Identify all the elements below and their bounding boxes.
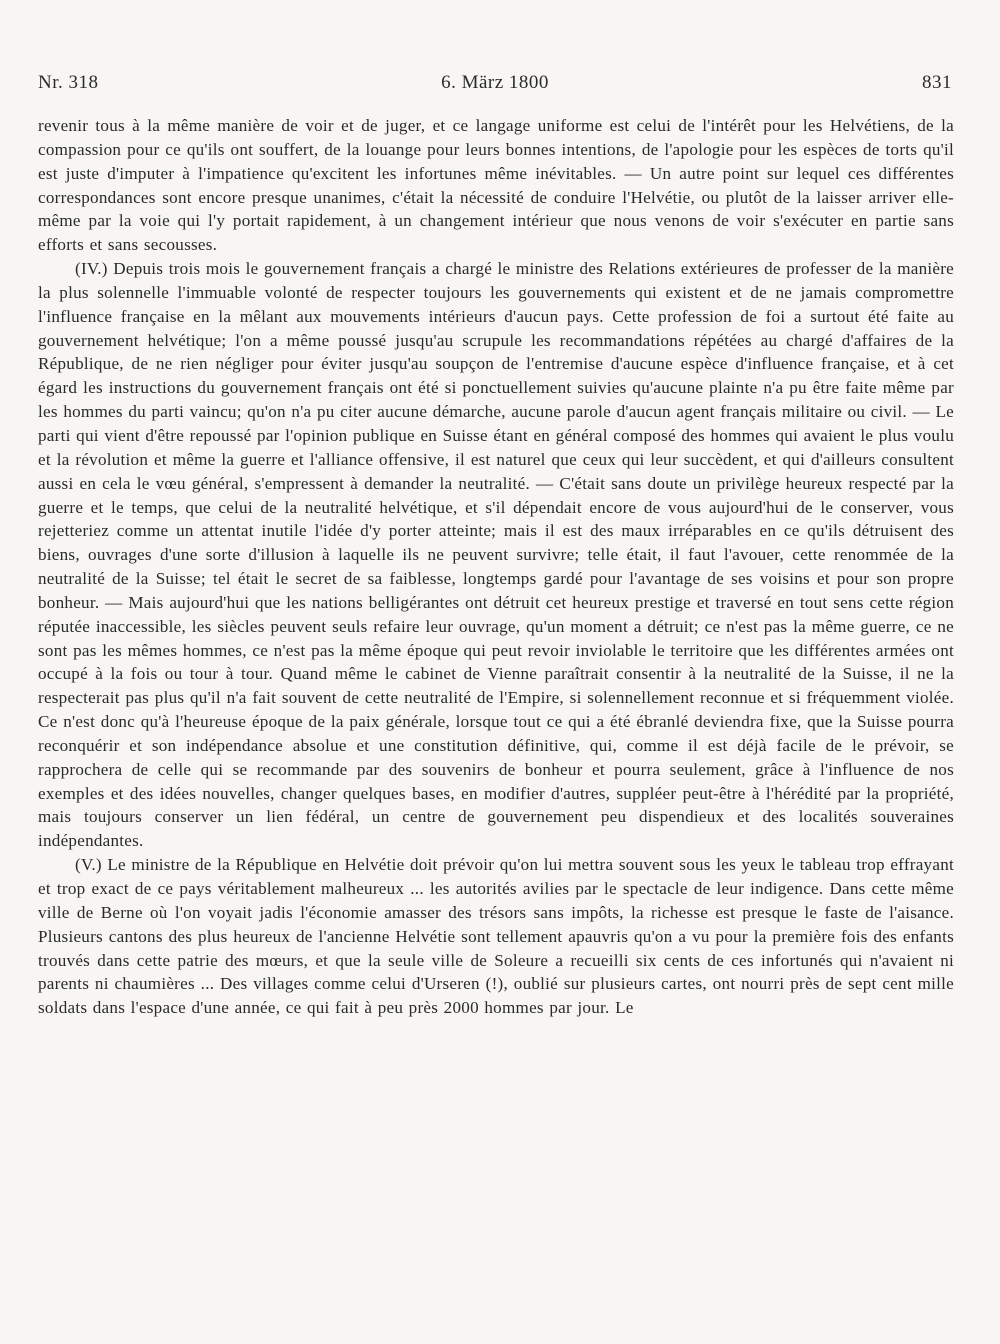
page-number: 831 bbox=[922, 72, 952, 93]
body-text bbox=[38, 114, 954, 1020]
running-header bbox=[38, 72, 952, 98]
paragraph-v: (V.) Le ministre de la République en Helvétie doit prévoir qu'on lui mettra souvent sous les yeux le tableau trop effrayant et trop exact de ce pays véritablement malheureux ... les autorités avilies par le spectacle de leur indigence. Dans cette même ville de Berne où l'on voyait jadis l'économie amasser des trésors sans impôts, la richesse est presque le faste de l'aisance. Plusieurs cantons des plus heureux de l'ancienne Helvétie sont tellement apauvris qu'on a vu pour la première fois des enfants trouvés dans cette patrie des mœurs, et que la seule ville de Soleure a recueilli six cents de ces infortunés qui n'avaient ni parents ni chaumières ... Des villages comme celui d'Urseren (!), oublié sur plusieurs cartes, ont nourri près de sept cent mille soldats dans l'espace d'une année, ce qui fait à peu près 2000 hommes par jour. Le bbox=[38, 855, 954, 1018]
document-number: Nr. 318 bbox=[38, 72, 99, 93]
paragraph-continuation: revenir tous à la même manière de voir et de juger, et ce langage uniforme est celui de l'intérêt pour les Helvétiens, de la compassion pour ce qu'ils ont souffert, de la louange pour leurs bonnes intentions, de l'apologie pour les espèces de torts qu'il est juste d'imputer à l'impatience qu'excitent les infortunes même inévitables. — Un autre point sur lequel ces différentes correspondances sont encore presque unanimes, c'était la nécessité de conduire l'Helvétie, ou plutôt de la laisser arriver elle-même par la voie qui l'y portait rapidement, à un changement intérieur que nous venons de voir s'exécuter en partie sans efforts et sans secousses. bbox=[38, 116, 954, 255]
document-date: 6. März 1800 bbox=[441, 72, 549, 93]
paragraph-iv: (IV.) Depuis trois mois le gouvernement français a chargé le ministre des Relations extérieures de professer de la manière la plus solennelle l'immuable volonté de respecter toujours les gouvernements qui existent et de ne jamais compromettre l'influence française en la mêlant aux mouvements intérieurs d'aucun pays. Cette profession de foi a surtout été faite au gouvernement helvétique; l'on a même poussé jusqu'au scrupule les recommandations répétées au chargé d'affaires de la République, de ne rien négliger pour éviter jusqu'au soupçon de l'entremise d'aucune espèce d'influence française, et à cet égard les instructions du gouvernement français ont été si ponctuellement suivies qu'aucune plainte n'a pu être faite même par les hommes du parti vaincu; qu'on n'a pu citer aucune démarche, aucune parole d'aucun agent français militaire ou civil. — Le parti qui vient d'être repoussé par l'opinion publique en Suisse étant en général composé des hommes qui avaient le plus voulu et la révolution et même la guerre et l'alliance offensive, il est naturel que ceux qui leur succèdent, et qui d'ailleurs consultent aussi en cela le vœu général, s'empressent à demander la neutralité. — C'était sans doute un privilège heureux respecté par la guerre et le temps, que celui de la neutralité helvétique, et s'il dépendait encore de vous aujourd'hui de le conserver, vous rejetteriez comme un attentat inutile l'idée d'y porter atteinte; mais il est des maux irréparables en ce qu'ils détruisent des biens, ouvrages d'une sorte d'illusion à laquelle ils ne peuvent survivre; telle était, il faut l'avouer, cette renommée de la neutralité de la Suisse; tel était le secret de sa faiblesse, longtemps gardé pour l'avantage de ses voisins et pour son propre bonheur. — Mais aujourd'hui que les nations belligérantes ont détruit cet heureux prestige et traversé en tout sens cette région réputée inaccessible, les siècles peuvent seuls refaire leur ouvrage, qu'un moment a détruit; ce n'est pas la même guerre, ce ne sont pas les mêmes hommes, ce n'est pas la même époque qui peut revoir inviolable le territoire que les différentes armées ont occupé à la fois ou tour à tour. Quand même le cabinet de Vienne paraîtrait consentir à la neutralité de la Suisse, il ne la respecterait pas plus qu'il n'a fait souvent de cette neutralité de l'Empire, si solennellement reconnue et si fréquemment violée. Ce n'est donc qu'à l'heureuse époque de la paix générale, lorsque tout ce qui a été ébranlé deviendra fixe, que la Suisse pourra reconquérir et son indépendance absolue et une constitution définitive, qui, comme il est déjà facile de le prévoir, se rapprochera de celle qui se recommande par des souvenirs de bonheur et pourra seulement, grâce à l'influence de nos exemples et des idées nouvelles, changer quelques bases, en modifier d'autres, suppléer peut-être à l'hérédité par la propriété, mais toujours conserver un lien fédéral, un centre de gouvernement peu dispendieux et des localités souveraines indépendantes. bbox=[38, 259, 954, 851]
